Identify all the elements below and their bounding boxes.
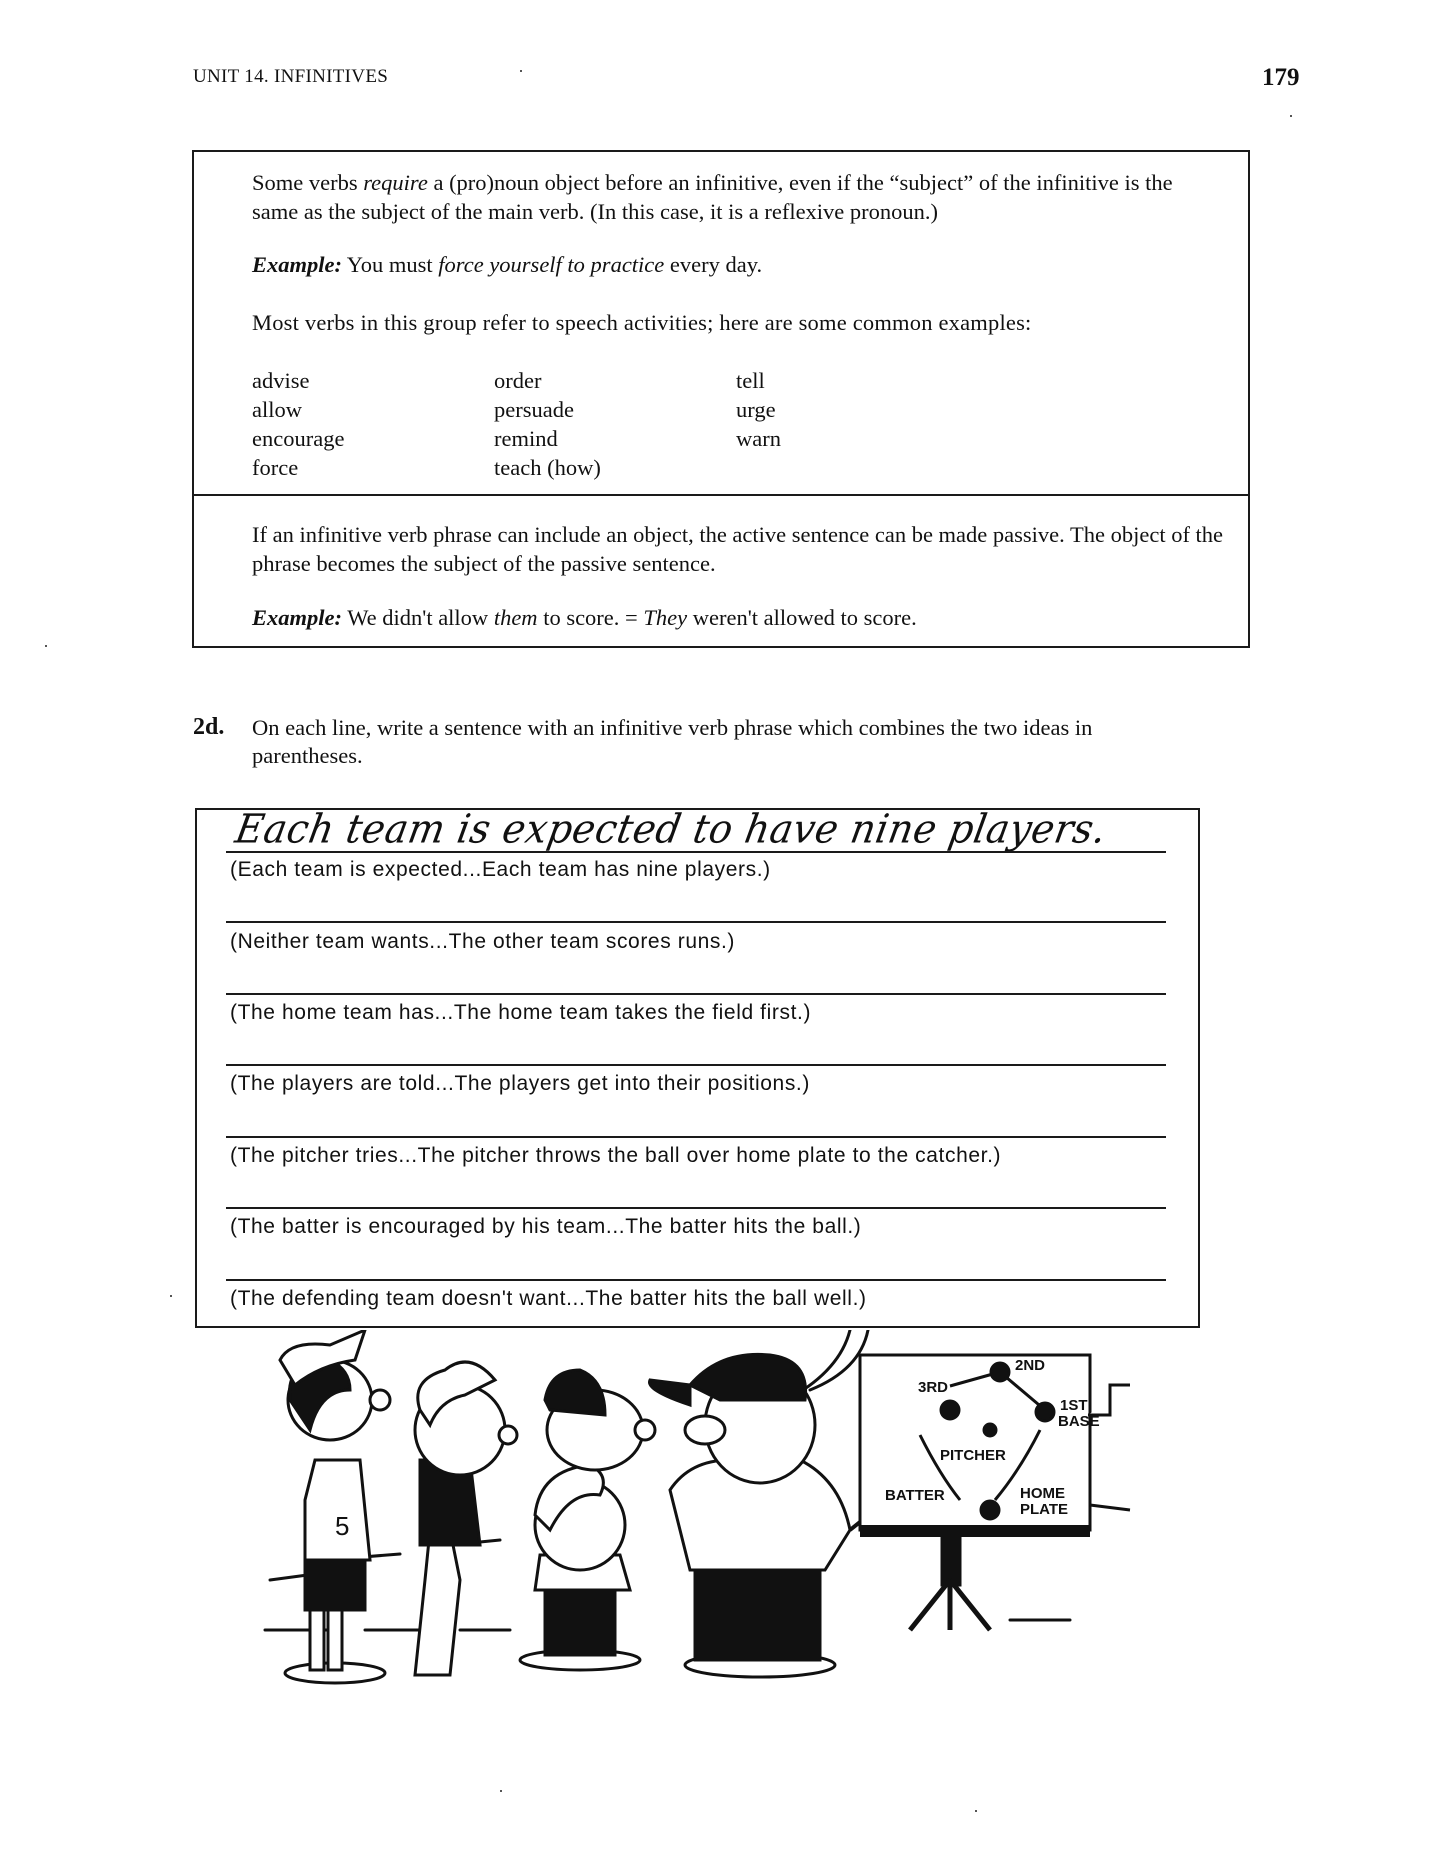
scan-speck (170, 1295, 172, 1297)
page-number: 179 (1262, 64, 1300, 91)
intro-text: Some verbs (252, 170, 364, 195)
scan-speck (975, 1810, 977, 1812)
board-label-plate: PLATE (1020, 1501, 1069, 1518)
exercise-prompt: (The batter is encouraged by his team...The batter hits the ball.) (230, 1215, 862, 1238)
exercise-prompt: (Neither team wants...The other team scores runs.) (230, 930, 736, 953)
verb-item: force (252, 455, 299, 480)
verb-item: tell (736, 368, 765, 393)
exercise-box (195, 805, 1200, 1328)
verb-item: persuade (494, 397, 574, 422)
example-emphasis: force yourself to practice (438, 252, 665, 277)
verb-item: order (494, 368, 542, 393)
exercise-prompt: (The players are told...The players get into their positions.) (230, 1072, 810, 1095)
answer-line[interactable] (226, 993, 1166, 995)
example-label: Example: (252, 252, 342, 277)
rule-box-divider (192, 494, 1250, 496)
verb-item: encourage (252, 426, 345, 451)
verb-item: allow (252, 397, 302, 422)
intro-text-cont: a (pro)noun object before an infinitive, even if the “subject” of the infinitive is the same as the subject of the main verb. (In this case, it is a reflexive pronoun.) (252, 170, 1173, 224)
board-label-second: 2ND (1015, 1357, 1046, 1374)
example-emphasis: them (493, 605, 538, 630)
verb-column-2 (494, 366, 601, 482)
board-label-third: 3RD (918, 1379, 949, 1396)
rule-intro (252, 168, 1212, 226)
baseball-cartoon (250, 1330, 1170, 1770)
passive-note: If an infinitive verb phrase can include an object, the active sentence can be made passive. The object of the phrase becomes the subject of the passive sentence. (252, 522, 1224, 576)
first-base-marker (1036, 1403, 1054, 1421)
example-emphasis-2: They (643, 605, 688, 630)
example-text-end: every day. (664, 252, 763, 277)
board-label-batter: BATTER (885, 1487, 945, 1504)
exercise-instruction: On each line, write a sentence with an infinitive verb phrase which combines the two ideas in parentheses. (252, 715, 1093, 768)
verb-item: remind (494, 426, 558, 451)
kid-figure-2 (415, 1362, 517, 1675)
board-label-home: HOME (1020, 1485, 1065, 1502)
example-text-mid: to score. = (537, 605, 644, 630)
example-label: Example: (252, 605, 342, 630)
verb-item: warn (736, 426, 781, 451)
pitcher-marker (984, 1424, 996, 1436)
scan-speck (45, 645, 47, 647)
verb-column-1 (252, 366, 344, 482)
intro-emphasis: require (363, 170, 428, 195)
verb-group-note: Most verbs in this group refer to speech activities; here are some common examples: (252, 310, 1032, 335)
handwritten-answer[interactable]: Each team is expected to have nine players. (232, 805, 1111, 852)
answer-line[interactable] (226, 1207, 1166, 1209)
exercise-prompt: (Each team is expected...Each team has nine players.) (230, 858, 771, 881)
scan-speck (500, 1790, 502, 1792)
answer-line[interactable] (226, 1279, 1166, 1281)
exercise-number: 2d. (193, 714, 225, 740)
answer-line[interactable] (226, 851, 1166, 853)
answer-line[interactable] (226, 1064, 1166, 1066)
example-2 (252, 605, 917, 631)
exercise-prompt: (The home team has...The home team takes the field first.) (230, 1001, 812, 1024)
example-text: We didn't allow (342, 605, 494, 630)
verb-item: urge (736, 397, 776, 422)
board-label-base: BASE (1058, 1413, 1100, 1430)
third-base-marker (941, 1401, 959, 1419)
exercise-prompt: (The pitcher tries...The pitcher throws the ball over home plate to the catcher.) (230, 1144, 1002, 1167)
verb-column-3 (736, 366, 781, 453)
jersey-number: 5 (335, 1511, 350, 1541)
answer-line[interactable] (226, 1136, 1166, 1138)
board-label-pitcher: PITCHER (940, 1447, 1006, 1464)
board-label-first: 1ST (1060, 1397, 1088, 1414)
home-plate-marker (981, 1501, 999, 1519)
example-1 (252, 252, 762, 278)
example-text: You must (342, 252, 439, 277)
answer-line[interactable] (226, 921, 1166, 923)
kid-figure-3 (520, 1370, 655, 1670)
scan-speck (520, 70, 522, 72)
example-text-end: weren't allowed to score. (687, 605, 917, 630)
running-head: UNIT 14. INFINITIVES (193, 66, 389, 87)
scan-speck (1290, 115, 1292, 117)
second-base-marker (991, 1363, 1009, 1381)
verb-item: teach (how) (494, 455, 601, 480)
exercise-prompt: (The defending team doesn't want...The batter hits the ball well.) (230, 1287, 867, 1310)
verb-item: advise (252, 368, 310, 393)
